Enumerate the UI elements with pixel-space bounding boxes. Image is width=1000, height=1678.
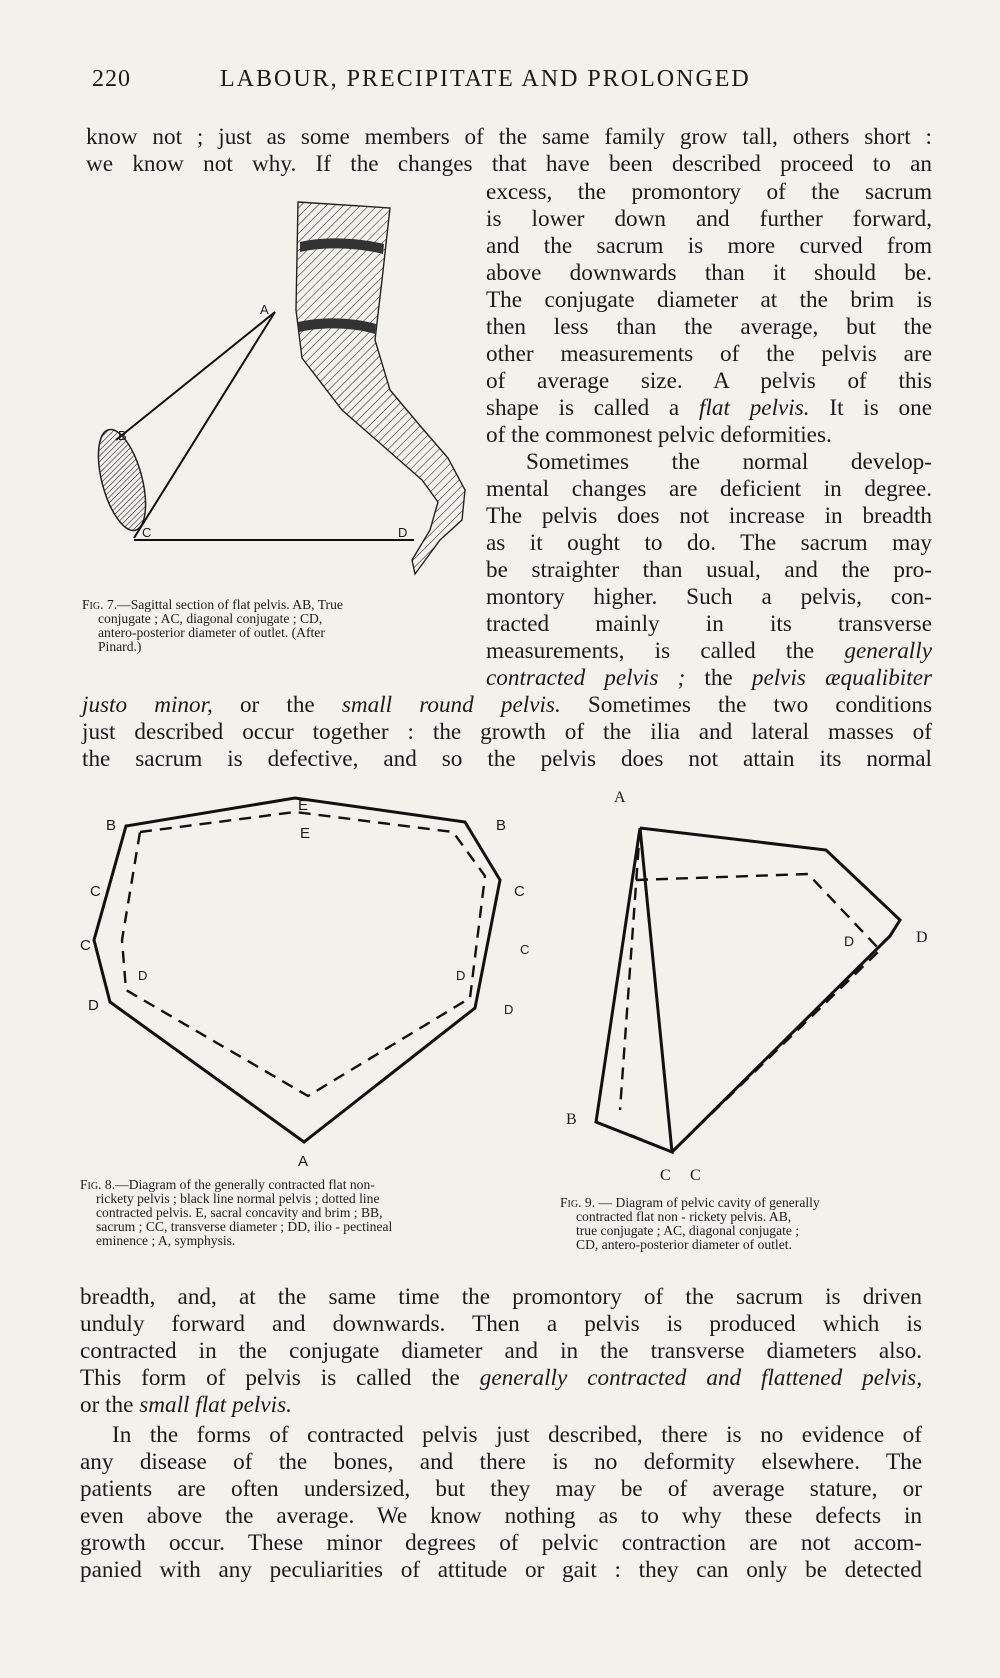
body-line: know not ; just as some members of the same family grow tall, others short : [86,124,932,150]
term-small-round-pelvis: small round pelvis. [341,692,561,718]
text-run: This form of pelvis is called the [80,1365,480,1391]
body-line: breadth, and, at the same time the promontory of the sacrum is driven [80,1284,922,1310]
term-justo-minor: justo minor, [82,692,213,718]
fig8-caption: eminence ; A, symphysis. [96,1233,236,1248]
fig7-label-a: A [260,302,269,317]
fig8-label-c: C [520,942,530,957]
body-line: just described occur together : the growth of the ilia and lateral masses of [82,719,932,745]
term-small-flat-pelvis: small flat pelvis. [139,1392,292,1418]
body-line [486,638,932,665]
text-run: Sometimes the two conditions [560,692,932,718]
term-generally-contracted-flattened: generally contracted and flattened pelvis, [479,1365,922,1391]
body-line: The pelvis does not increase in breadth [486,503,932,529]
fig7-sagittal-section [70,190,490,590]
fig8-label-c: C [90,883,101,900]
term-aequalibiter: pelvis æqualibiter [751,665,933,691]
fig9-label-d: D [844,933,855,949]
body-line: is lower down and further forward, [486,206,932,232]
fig8-label-b: B [106,817,117,834]
body-line: of average size. A pelvis of this [486,368,932,394]
text-run: measurements, is called the [486,638,845,664]
fig8-label-d: D [138,968,148,983]
fig7-label-c: C [142,525,152,540]
caption-line: — Diagram of pelvic cavity of generally [595,1195,820,1210]
body-line: and the sacrum is more curved from [486,233,932,259]
fig8-caption-label: Fig. 8. [80,1177,116,1192]
body-line: as it ought to do. The sacrum may [486,530,932,556]
body-line: montory higher. Such a pelvis, con- [486,584,932,610]
body-line: we know not why. If the changes that have been described proceed to an [86,151,932,177]
caption-line: —Sagittal section of flat pelvis. AB, True [117,597,343,612]
body-line: The conjugate diameter at the brim is [486,287,932,313]
fig8-label-e: E [300,825,311,842]
normal-pelvis-outline [94,798,500,1142]
body-line: any disease of the bones, and there is no deformity elsewhere. The [80,1449,922,1475]
fig8-label-e: E [298,797,309,814]
fig8-caption: contracted pelvis. E, sacral concavity and brim ; BB, [96,1205,383,1220]
body-line [82,692,932,719]
running-header [92,66,932,100]
fig8-label-c: C [80,937,91,954]
sacrum-shape [296,202,465,574]
fig8-caption: sacrum ; CC, transverse diameter ; DD, ilio - pectineal [96,1219,393,1234]
fig9-caption: true conjugate ; AC, diagonal conjugate ; [576,1223,800,1238]
fig9-caption: CD, antero-posterior diameter of outlet. [576,1237,792,1252]
body-line: growth occur. These minor degrees of pelvic contraction are not accom- [80,1530,922,1556]
body-line: mental changes are deficient in degree. [486,476,932,502]
pelvic-cavity-dotted [628,874,880,1152]
pelvic-cavity-dotted-ab [620,828,640,1110]
text-run: It is one [809,395,933,421]
term-contracted-pelvis: contracted pelvis ; [486,665,686,691]
fig8-label-d: D [88,997,99,1014]
term-flat-pelvis: flat pelvis. [699,395,810,421]
fig8-label-d: D [456,968,466,983]
fig9-label-b: B [566,1111,577,1128]
fig9-label-d: D [916,929,928,946]
body-line: unduly forward and downwards. Then a pelvis is produced which is [80,1311,922,1337]
body-line: of the commonest pelvic deformities. [486,422,832,448]
text-run: or the [212,692,342,718]
fig8-caption: rickety pelvis ; black line normal pelvis ; dotted line [96,1191,380,1206]
text-run: shape is called a [486,395,699,421]
page-number: 220 [92,66,131,92]
body-line [80,1392,922,1419]
body-line: panied with any peculiarities of attitude or gait : they can only be detected [80,1557,922,1583]
body-line: tracted mainly in its transverse [486,611,932,637]
body-line: patients are often undersized, but they may be of average stature, or [80,1476,922,1502]
body-line: Sometimes the normal develop- [526,449,932,475]
fig8-label-b: B [496,817,507,834]
fig7-caption: antero-posterior diameter of outlet. (After [98,625,325,640]
fig7-label-b: B [118,428,127,443]
body-line: above downwards than it should be. [486,260,932,286]
running-title: LABOUR, PRECIPITATE AND PROLONGED [220,66,751,92]
body-line: other measurements of the pelvis are [486,341,932,367]
fig8-label-d: D [504,1002,514,1017]
fig9-pelvic-cavity-diagram [560,790,960,1210]
body-line: then less than the average, but the [486,314,932,340]
body-line [486,665,932,692]
fig7-caption-label: Fig. 7. [82,597,118,612]
body-line: excess, the promontory of the sacrum [486,179,932,205]
body-line: In the forms of contracted pelvis just described, there is no evidence of [112,1422,922,1448]
fig7-caption: Pinard.) [98,639,142,654]
fig9-label-c: C [660,1167,671,1184]
fig9-label-a: A [614,789,626,806]
pelvic-cavity-solid [596,828,672,1152]
fig7-caption: conjugate ; AC, diagonal conjugate ; CD, [98,611,323,626]
term-generally: generally [844,638,932,664]
fig8-pelvis-diagram [80,790,540,1170]
fig9-caption: contracted flat non - rickety pelvis. AB, [576,1209,792,1224]
fig8-label-a: A [298,1153,309,1170]
caption-line: —Diagram of the generally contracted flat non- [115,1177,375,1192]
text-run: the [685,665,752,691]
body-line [486,395,932,422]
body-line: be straighter than usual, and the pro- [486,557,932,583]
body-line [80,1365,922,1392]
body-line: even above the average. We know nothing as to why these defects in [80,1503,922,1529]
fig9-label-c: C [690,1167,701,1184]
fig7-label-d: D [398,525,408,540]
fig9-caption-label: Fig. 9. [560,1195,596,1210]
true-conjugate-line [116,312,275,440]
contracted-pelvis-outline [122,812,485,1096]
text-run: or the [80,1392,140,1418]
pelvic-cavity-solid-top [640,828,900,1152]
fig8-label-c: C [514,883,525,900]
body-line: contracted in the conjugate diameter and in the transverse diameters also. [80,1338,922,1364]
body-line: the sacrum is defective, and so the pelvis does not attain its normal [82,746,932,772]
diagonal-conjugate-line [134,312,275,538]
